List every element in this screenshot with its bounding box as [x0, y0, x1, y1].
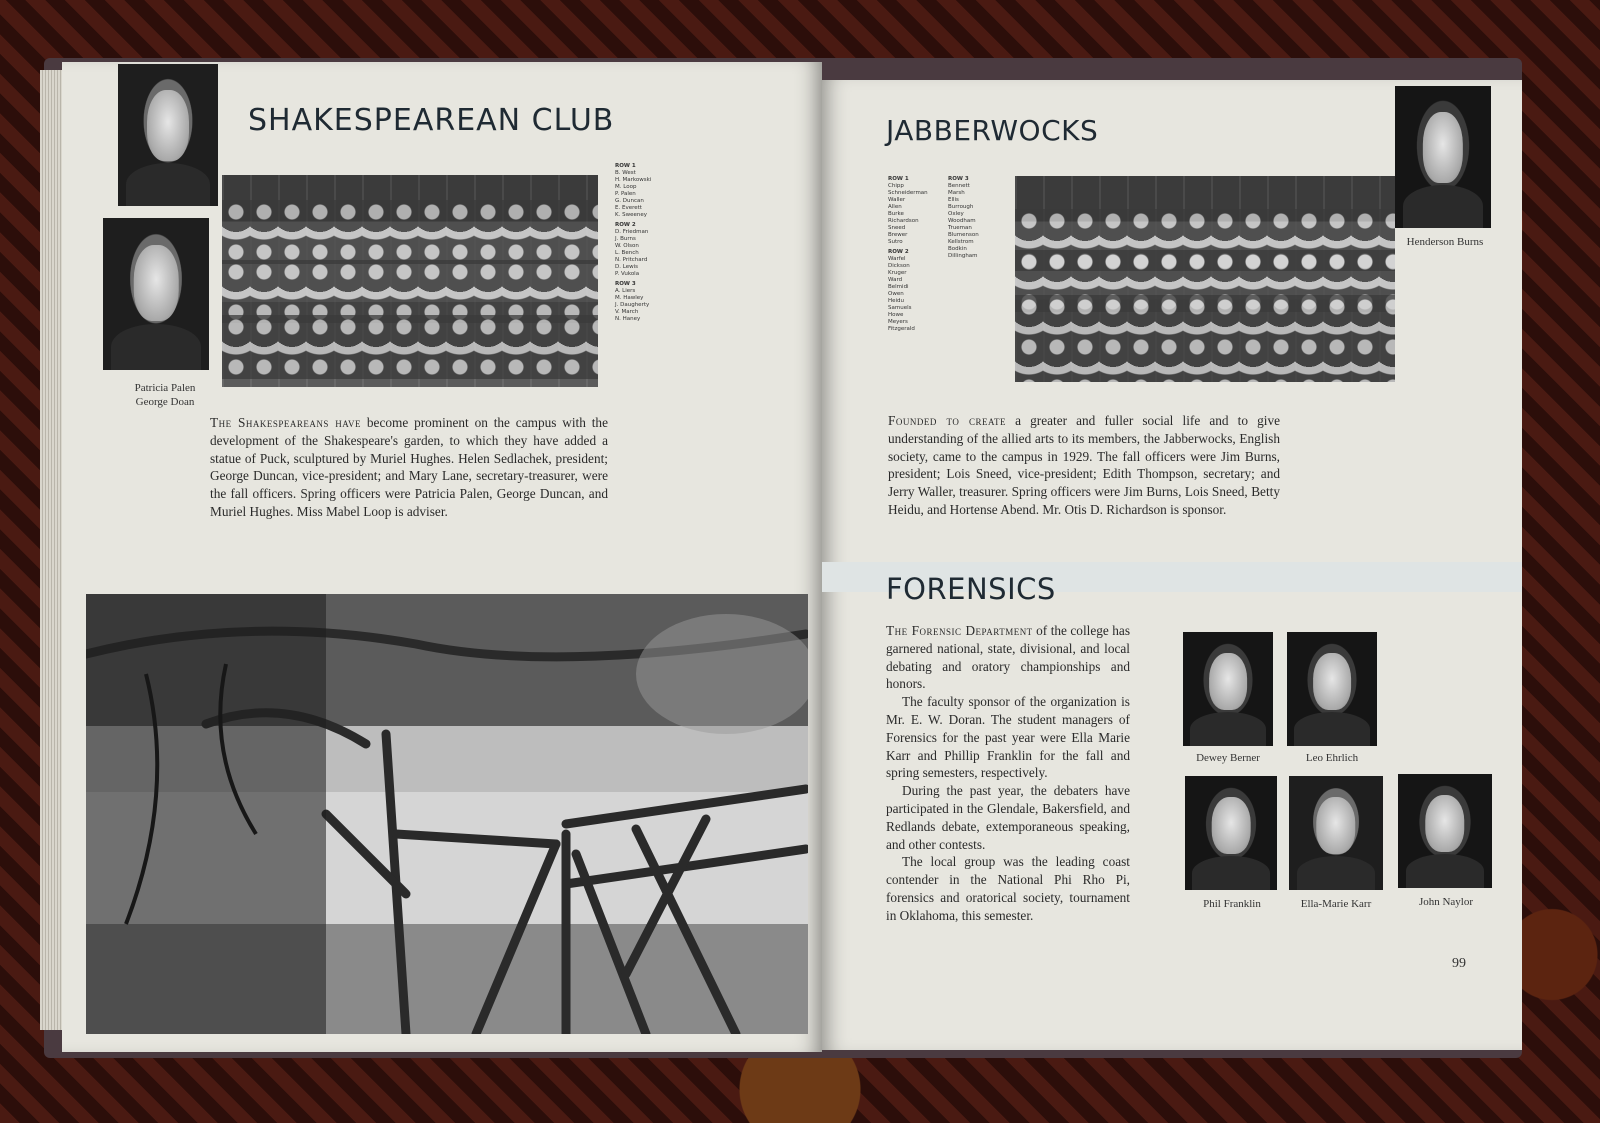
- member-name: Allen: [888, 204, 902, 210]
- member-name: P. Vukola: [615, 271, 640, 277]
- row-label: ROW 1: [888, 176, 909, 182]
- member-name: Bodkin: [948, 246, 967, 252]
- jabberwocks-group-photo: [1015, 176, 1395, 382]
- member-name: Brewer: [888, 232, 908, 238]
- jabberwocks-body: [888, 412, 1280, 519]
- member-name: V. March: [615, 309, 639, 315]
- member-name: B. West: [615, 170, 636, 176]
- member-name: H. Markowski: [615, 177, 652, 183]
- row-label: ROW 2: [888, 249, 909, 255]
- portrait-john-naylor: [1398, 774, 1492, 888]
- caption-leo-ehrlich: Leo Ehrlich: [1305, 752, 1359, 764]
- portrait-phil-franklin: [1185, 776, 1277, 890]
- member-name: G. Duncan: [615, 198, 644, 204]
- caption-phil-franklin: Phil Franklin: [1203, 898, 1261, 910]
- caption-ella-marie-karr: Ella-Marie Karr: [1300, 898, 1372, 910]
- row-label: ROW 3: [615, 281, 636, 287]
- shakespearean-body: [210, 414, 608, 521]
- member-name: D. Lewis: [615, 264, 638, 270]
- member-name: Burke: [888, 211, 904, 217]
- forensics-paragraph-1: of the college has garnered national, state, divisional, and local debating and oratory championships and honors.: [886, 623, 1130, 692]
- lead-caps: Founded to create: [888, 413, 1006, 428]
- member-name: D. Friedman: [615, 229, 649, 235]
- member-name: Kellstrom: [948, 239, 974, 245]
- member-name: Waller: [888, 197, 906, 203]
- member-name: Fitzgerald: [888, 326, 915, 332]
- member-name: A. Liers: [615, 288, 636, 294]
- member-name: Richardson: [888, 218, 919, 224]
- member-name: Woodham: [948, 218, 976, 224]
- member-name: N. Haney: [615, 316, 641, 322]
- garden-fence-drawing: [86, 594, 808, 1034]
- member-name: Warfel: [888, 256, 906, 262]
- forensics-title: FORENSICS: [886, 572, 1056, 606]
- garden-photo: [86, 594, 808, 1034]
- caption-john-naylor: John Naylor: [1418, 896, 1474, 908]
- portrait-leo-ehrlich: [1287, 632, 1377, 746]
- member-name: Trueman: [948, 225, 972, 231]
- row-label: ROW 3: [948, 176, 969, 182]
- member-name: J. Burns: [615, 236, 636, 242]
- portrait-shoulders: [111, 324, 200, 370]
- member-name: Burrough: [948, 204, 974, 210]
- shakespearean-row-names: [615, 160, 675, 323]
- portrait-henderson-burns: [1395, 86, 1491, 228]
- member-name: Ward: [888, 277, 903, 283]
- member-name: W. Olson: [615, 243, 639, 249]
- member-name: Sneed: [888, 225, 906, 231]
- member-name: Howe: [888, 312, 904, 318]
- member-name: Schneiderman: [888, 190, 928, 196]
- member-name: E. Everett: [615, 205, 642, 211]
- forensics-paragraph-3: During the past year, the debaters have participated in the Glendale, Bakersfield, and Redlands debate, extemporaneous speaking, and other contests.: [886, 783, 1130, 852]
- shakespearean-group-photo: [222, 175, 598, 387]
- forensics-body: [886, 622, 1130, 925]
- portrait-face: [147, 90, 189, 161]
- caption-dewey-berner: Dewey Berner: [1196, 752, 1260, 764]
- member-name: Oxley: [948, 211, 964, 217]
- portrait-face: [134, 245, 179, 321]
- member-name: Meyers: [888, 319, 908, 325]
- shakespearean-club-title: SHAKESPEAREAN CLUB: [248, 103, 615, 138]
- jabberwocks-row-names-1-2: [888, 173, 944, 333]
- member-name: L. Bench: [615, 250, 639, 256]
- member-name: Dillingham: [948, 253, 978, 259]
- member-name: M. Loop: [615, 184, 637, 190]
- row-label: ROW 1: [615, 163, 636, 169]
- member-name: K. Sweeney: [615, 212, 647, 218]
- portrait-shoulders: [126, 163, 210, 206]
- member-name: N. Pritchard: [615, 257, 648, 263]
- portrait-dewey-berner: [1183, 632, 1273, 746]
- portrait-shoulders: [1403, 185, 1484, 228]
- jabberwocks-title: JABBERWOCKS: [886, 114, 1099, 147]
- member-name: Chipp: [888, 183, 904, 189]
- portrait-caption-2: George Doan: [135, 396, 195, 408]
- member-name: Kruger: [888, 270, 907, 276]
- member-name: M. Hawley: [615, 295, 644, 301]
- member-name: J. Daugherty: [615, 302, 650, 308]
- forensics-paragraph-4: The local group was the leading coast contender in the National Phi Rho Pi, forensics and oratorical society, tournament in Oklahoma, this semester.: [886, 854, 1130, 923]
- member-name: Blumenson: [948, 232, 979, 238]
- body-text: become prominent on the campus with the development of the Shakespeare's garden, to which they have added a statue of Puck, sculptured by Muriel Hughes. Helen Sedlachek, president; George Duncan, vice-president; and Mary Lane, secretary-treasurer, were the fall officers. Spring officers were Patricia Palen, George Duncan, and Muriel Hughes. Miss Mabel Loop is adviser.: [210, 415, 608, 519]
- portrait-ella-marie-karr: [1289, 776, 1383, 890]
- member-name: P. Palen: [615, 191, 636, 197]
- row-label: ROW 2: [615, 222, 636, 228]
- lead-caps: The Shakespeareans have: [210, 415, 362, 430]
- portrait-patricia-palen: [118, 64, 218, 206]
- page-edges: [40, 70, 64, 1030]
- page-number: 99: [1452, 956, 1466, 971]
- portrait-caption-henderson-burns: Henderson Burns: [1406, 236, 1484, 248]
- member-name: Marsh: [948, 190, 965, 196]
- forensics-paragraph-2: The faculty sponsor of the organization is Mr. E. W. Doran. The student managers of Forensics for the past year were Ella Marie Karr and Phillip Franklin for the fall and spring semesters, respectively.: [886, 694, 1130, 781]
- member-name: Samuels: [888, 305, 912, 311]
- member-name: Belmidi: [888, 284, 909, 290]
- portrait-caption-1: Patricia Palen: [134, 382, 196, 394]
- portrait-face: [1423, 112, 1463, 183]
- lead-caps: The Forensic Department: [886, 623, 1033, 638]
- member-name: Bennett: [948, 183, 970, 189]
- body-text: a greater and fuller social life and to give understanding of the allied arts to its members, the Jabberwocks, English society, came to the campus in 1929. The fall officers were Jim Burns, president; Lois Sneed, vice-president; Edith Thompson, secretary; and Jerry Waller, treasurer. Spring officers were Jim Burns, Lois Sneed, Betty Heidu, and Hortense Abend. Mr. Otis D. Richardson is sponsor.: [888, 413, 1281, 517]
- member-name: Dickson: [888, 263, 910, 269]
- member-name: Ellis: [948, 197, 959, 203]
- portrait-george-doan: [103, 218, 209, 370]
- member-name: Heidu: [888, 298, 905, 304]
- member-name: Sutro: [888, 239, 903, 245]
- member-name: Owen: [888, 291, 904, 297]
- jabberwocks-row-names-3: [948, 173, 1004, 260]
